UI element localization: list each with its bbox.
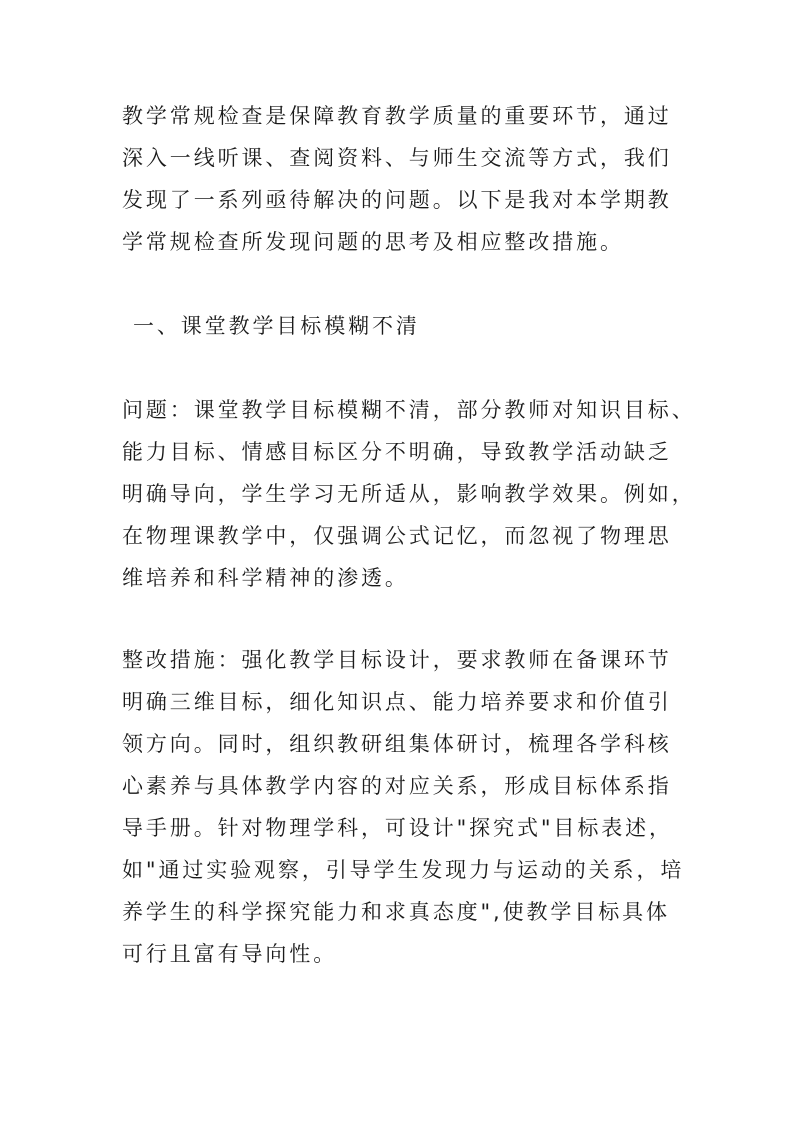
paragraph-line: 在物理课教学中，仅强调公式记忆，而忽视了物理思 <box>122 524 672 548</box>
paragraph-line: 如"通过实验观察，引导学生发现力与运动的关系，培 <box>122 858 685 882</box>
paragraph-line: 发现了一系列亟待解决的问题。以下是我对本学期教 <box>122 188 672 212</box>
paragraph-line: 维培养和科学精神的渗透。 <box>122 566 409 590</box>
problem-paragraph <box>122 389 696 599</box>
paragraph-line: 深入一线听课、查阅资料、与师生交流等方式，我们 <box>122 146 672 170</box>
paragraph-line: 可行且富有导向性。 <box>122 942 338 966</box>
paragraph-line: 养学生的科学探究能力和求真态度",使教学目标具体 <box>122 900 670 924</box>
paragraph-line: 教学常规检查是保障教育教学质量的重要环节，通过 <box>122 104 672 128</box>
measures-paragraph <box>122 639 685 975</box>
paragraph-line: 问题：课堂教学目标模糊不清，部分教师对知识目标、 <box>122 398 696 422</box>
section-heading <box>133 305 693 347</box>
paragraph-line: 整改措施：强化教学目标设计，要求教师在备课环节 <box>122 648 672 672</box>
paragraph-line: 学常规检查所发现问题的思考及相应整改措施。 <box>122 230 624 254</box>
paragraph-line: 领方向。同时，组织教研组集体研讨，梳理各学科核 <box>122 732 672 756</box>
intro-paragraph <box>122 95 682 263</box>
section-heading-text: 一、课堂教学目标模糊不清 <box>133 314 420 338</box>
paragraph-line: 明确导向，学生学习无所适从，影响教学效果。例如， <box>122 482 696 506</box>
paragraph-line: 导手册。针对物理学科，可设计"探究式"目标表述， <box>122 816 673 840</box>
paragraph-line: 明确三维目标，细化知识点、能力培养要求和价值引 <box>122 690 672 714</box>
paragraph-line: 能力目标、情感目标区分不明确，导致教学活动缺乏 <box>122 440 672 464</box>
paragraph-line: 心素养与具体教学内容的对应关系，形成目标体系指 <box>122 774 672 798</box>
